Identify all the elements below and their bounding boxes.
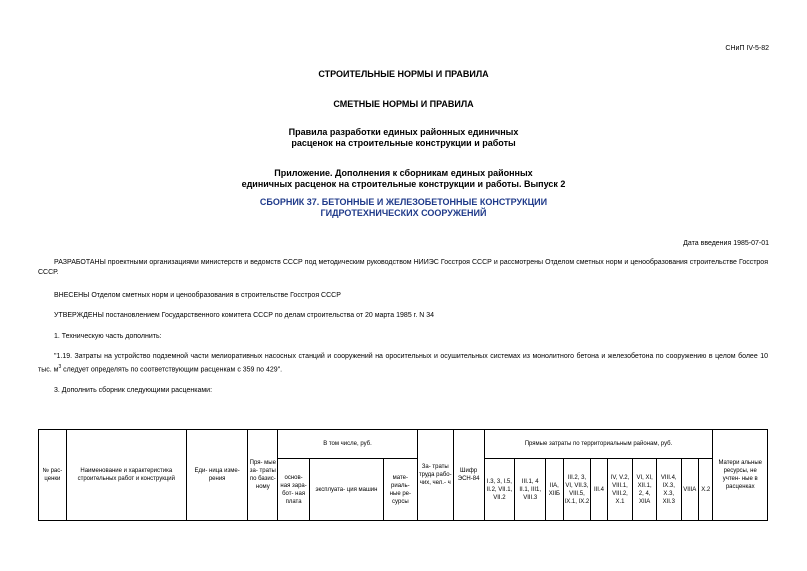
item-1-text-tail: следует определять по соответствующим расценкам с 359 по 429". <box>61 366 283 374</box>
item-1-text <box>38 352 768 375</box>
subtitle: СМЕТНЫЕ НОРМЫ И ПРАВИЛА <box>333 99 474 109</box>
header-region-5: III.4 <box>591 459 607 521</box>
header-direct-costs: Пря- мые за- траты по базис- ному <box>248 430 278 521</box>
header-region-9: VIIIA <box>681 459 698 521</box>
header-region-10: X.2 <box>699 459 713 521</box>
header-region-2: III.1, 4 II.1, III1, VIII.3 <box>515 459 546 521</box>
header-labor-costs: За- траты труда рабо- чих, чел.- ч <box>417 430 453 521</box>
header-materials: мате- риаль- ные ре- сурсы <box>383 459 417 521</box>
rules-title <box>0 127 807 149</box>
appendix-title <box>0 168 807 190</box>
collection-title-line1: СБОРНИК 37. БЕТОННЫЕ И ЖЕЛЕЗОБЕТОННЫЕ КОНСТРУКЦИИ <box>259 197 548 207</box>
header-region-1: I.3, 3, I.5, II.2, VII.1, VII.2 <box>484 459 515 521</box>
appendix-title-line2: единичных расценок на строительные конструкции и работы. Выпуск 2 <box>241 179 566 189</box>
item-1-text-body: "1.19. Затраты на устройство подземной части мелиоративных насосных станций и сооружений на оросительных и осушительных системах из монолитного бетона и железобетона по сооружению в целом более 10 тыс. м <box>38 353 768 374</box>
collection-title-line2: ГИДРОТЕХНИЧЕСКИХ СООРУЖЕНИЙ <box>320 208 487 218</box>
header-region-8: VIII.4, IX.3, X.3, XII.3 <box>656 459 681 521</box>
header-including: В том числе, руб. <box>278 430 418 459</box>
header-unit: Еди- ница изме- рения <box>186 430 248 521</box>
developed-paragraph: РАЗРАБОТАНЫ проектными организациями министерств и ведомств СССР под методическим руководством НИИЭС Госстроя СССР и рассмотрены Отделом сметных норм и ценообразования строительстве Госстроя СССР. <box>38 259 768 276</box>
header-cipher: Шифр ЭСН-84 <box>453 430 484 521</box>
item-1-text-sup: 3 <box>58 364 62 370</box>
rules-title-line2: расценок на строительные конструкции и работы <box>291 138 516 148</box>
submitted-paragraph: ВНЕСЕНЫ Отделом сметных норм и ценообразования в строительстве Госстроя СССР <box>54 292 341 299</box>
rules-title-line1: Правила разработки единых районных единичных <box>288 127 519 137</box>
document-code: СНиП IV-5-82 <box>725 45 769 52</box>
header-region-3: IIA, XIIБ <box>546 459 563 521</box>
header-region-7: VI, XI, XII.1, 2, 4, XIIA <box>633 459 657 521</box>
header-rate-number: № рас- ценки <box>39 430 67 521</box>
item-3: 3. Дополнить сборник следующими расценками: <box>54 387 213 394</box>
header-region-4: III.2, 3, VI, VII.3, VIII.5, IX.1, IX.2 <box>563 459 591 521</box>
rates-table <box>38 429 768 521</box>
header-regional-costs: Прямые затраты по территориальным районам, руб. <box>484 430 713 459</box>
header-region-6: IV, V.2, VIII.1, VIII.2, X.1 <box>607 459 633 521</box>
header-material-resources: Матери альные ресурсы, не учтен- ные в расценках <box>713 430 768 521</box>
main-title: СТРОИТЕЛЬНЫЕ НОРМЫ И ПРАВИЛА <box>318 69 489 79</box>
collection-title <box>0 197 807 219</box>
header-machine-operation: эксплуата- ция машин <box>310 459 384 521</box>
header-work-name: Наименование и характеристика строительных работ и конструкций <box>66 430 186 521</box>
item-1: 1. Техническую часть дополнить: <box>54 333 162 340</box>
introduction-date: Дата введения 1985-07-01 <box>683 240 769 247</box>
appendix-title-line1: Приложение. Дополнения к сборникам единых районных <box>274 168 533 178</box>
header-base-wage: основ- ная зара- бот- ная плата <box>278 459 310 521</box>
approved-paragraph: УТВЕРЖДЕНЫ постановлением Государственного комитета СССР по делам строительства от 20 марта 1985 г. N 34 <box>54 312 435 319</box>
